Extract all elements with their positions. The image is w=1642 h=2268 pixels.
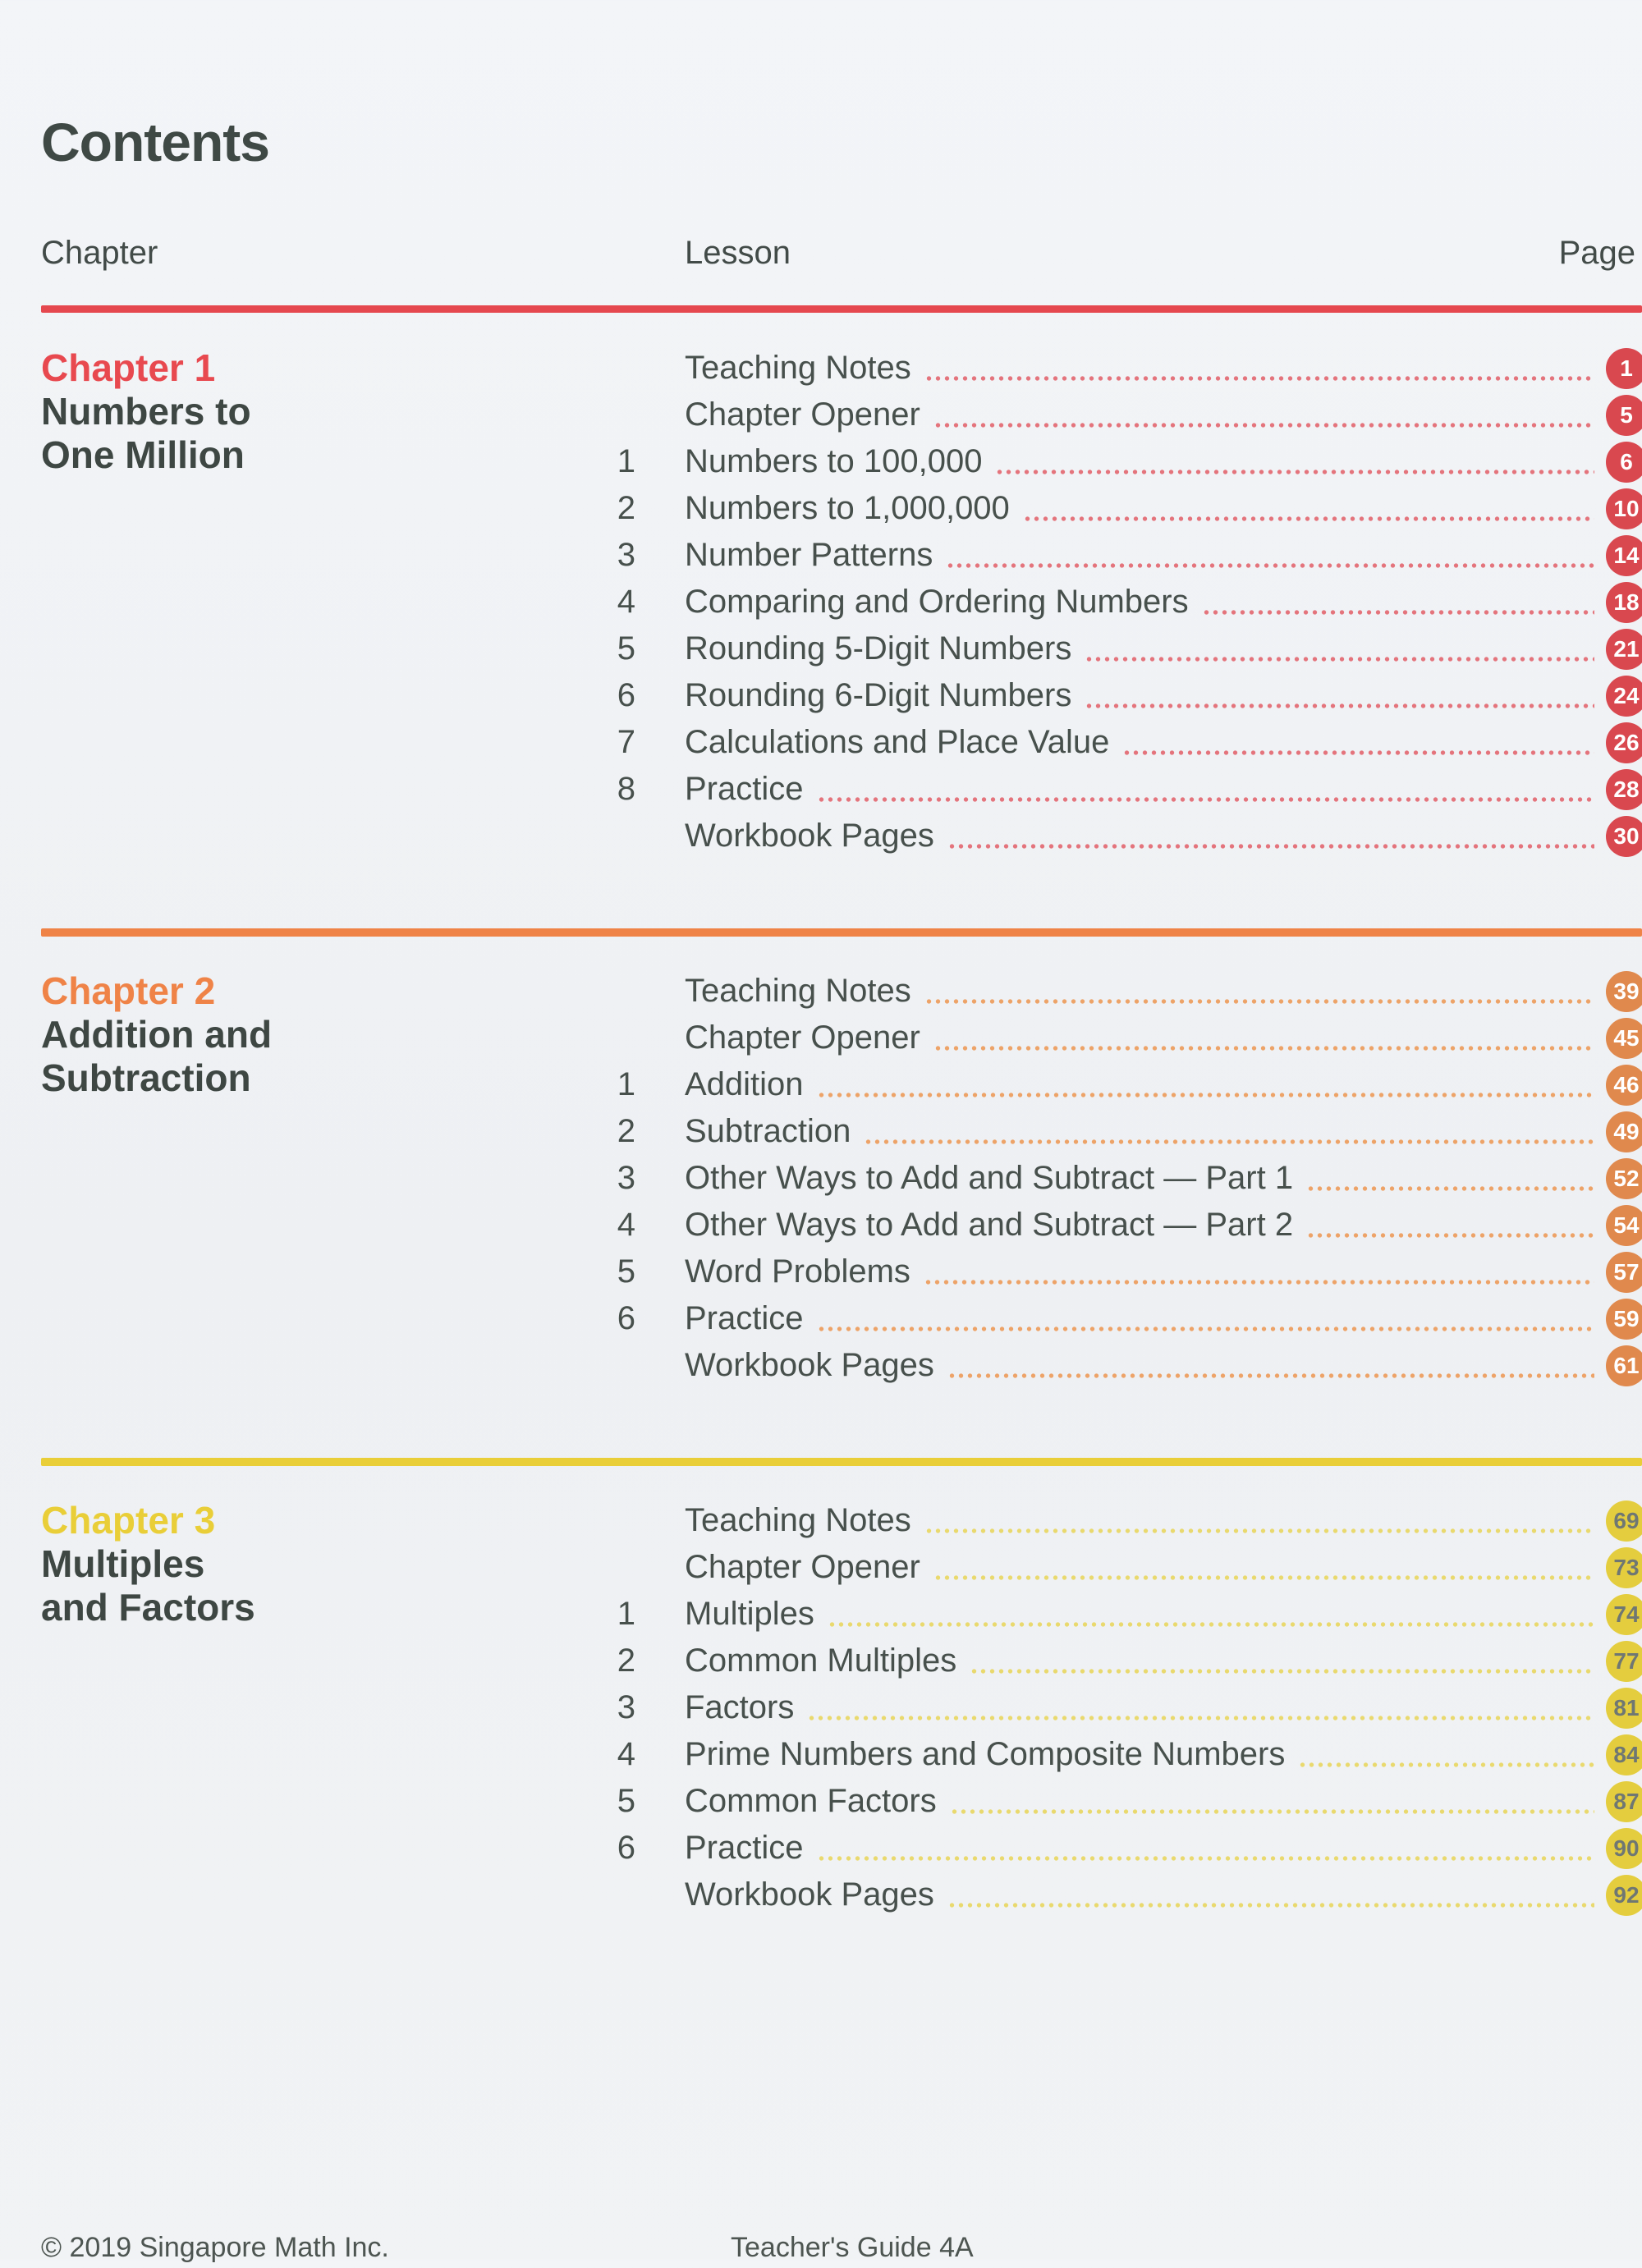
dotted-leader xyxy=(924,999,1594,1004)
lesson-row xyxy=(608,766,1642,813)
lesson-row xyxy=(608,625,1642,672)
dotted-leader xyxy=(817,1856,1595,1861)
dotted-leader xyxy=(817,1093,1594,1097)
dotted-leader xyxy=(828,1622,1594,1627)
page-number-badge: 26 xyxy=(1606,722,1642,763)
chapter-section-1 xyxy=(41,345,1642,859)
lesson-title: Prime Numbers and Composite Numbers xyxy=(685,1736,1286,1772)
dotted-leader xyxy=(946,563,1594,568)
chapter-title-line: Subtraction xyxy=(41,1056,251,1099)
chapter-divider-rule xyxy=(41,928,1642,937)
lesson-row xyxy=(608,1342,1642,1389)
page-number-badge: 74 xyxy=(1606,1594,1642,1635)
lesson-title: Chapter Opener xyxy=(685,1549,920,1585)
dotted-leader xyxy=(1298,1762,1594,1767)
lesson-number: 1 xyxy=(617,1596,635,1632)
lesson-title: Multiples xyxy=(685,1596,814,1632)
lesson-number: 5 xyxy=(617,630,635,667)
dotted-leader xyxy=(933,423,1594,428)
header-divider-rule xyxy=(41,305,1642,313)
lesson-row xyxy=(608,532,1642,579)
lesson-title: Chapter Opener xyxy=(685,396,920,433)
page-number-badge: 87 xyxy=(1606,1781,1642,1822)
dotted-leader xyxy=(817,797,1595,802)
page-number-badge: 46 xyxy=(1606,1065,1642,1106)
chapter-label: Chapter 1 xyxy=(41,346,216,389)
lesson-row xyxy=(608,719,1642,766)
chapter-title xyxy=(41,390,608,477)
page-number-badge: 1 xyxy=(1606,348,1642,389)
chapter-title xyxy=(41,1013,608,1100)
lesson-title: Factors xyxy=(685,1689,795,1725)
lesson-row xyxy=(608,1155,1642,1202)
lesson-row xyxy=(608,1778,1642,1825)
lesson-title: Rounding 6-Digit Numbers xyxy=(685,677,1072,713)
dotted-leader xyxy=(947,1903,1594,1908)
lesson-title: Other Ways to Add and Subtract — Part 2 xyxy=(685,1207,1294,1243)
page-number-badge: 28 xyxy=(1606,769,1642,810)
lesson-row xyxy=(608,1202,1642,1249)
dotted-leader xyxy=(970,1669,1594,1674)
chapter-section-body xyxy=(41,345,1642,859)
lesson-number: 6 xyxy=(617,677,635,713)
page-number-badge: 49 xyxy=(1606,1111,1642,1152)
column-header-chapter: Chapter xyxy=(41,235,158,271)
dotted-leader xyxy=(947,844,1594,849)
lesson-number: 1 xyxy=(617,1066,635,1102)
lesson-title: Common Multiples xyxy=(685,1643,957,1679)
page-number-badge: 21 xyxy=(1606,629,1642,670)
page-number-badge: 30 xyxy=(1606,816,1642,857)
dotted-leader xyxy=(864,1139,1594,1144)
lesson-row xyxy=(608,1731,1642,1778)
chapter-section-body xyxy=(41,968,1642,1389)
lesson-number: 6 xyxy=(617,1830,635,1866)
lesson-row xyxy=(608,579,1642,625)
lesson-row xyxy=(608,1108,1642,1155)
lesson-list xyxy=(608,968,1642,1389)
page-number-badge: 24 xyxy=(1606,676,1642,717)
lesson-title: Teaching Notes xyxy=(685,973,911,1009)
lesson-number: 8 xyxy=(617,771,635,807)
dotted-leader xyxy=(817,1326,1595,1331)
chapter-section-2 xyxy=(41,928,1642,1389)
lesson-title: Common Factors xyxy=(685,1783,937,1819)
page-number-badge: 90 xyxy=(1606,1828,1642,1869)
chapter-section-body xyxy=(41,1497,1642,1918)
lesson-row xyxy=(608,1825,1642,1872)
chapter-title-line: Addition and xyxy=(41,1013,273,1056)
page-footer xyxy=(41,2232,1642,2268)
lesson-row xyxy=(608,1015,1642,1061)
chapter-divider-rule xyxy=(41,1458,1642,1466)
lesson-row xyxy=(608,1638,1642,1684)
lesson-title: Chapter Opener xyxy=(685,1019,920,1056)
dotted-leader xyxy=(924,1280,1594,1285)
lesson-title: Other Ways to Add and Subtract — Part 1 xyxy=(685,1160,1294,1196)
lesson-title: Numbers to 1,000,000 xyxy=(685,490,1010,526)
dotted-leader xyxy=(807,1716,1594,1720)
lesson-title: Workbook Pages xyxy=(685,1876,934,1913)
lesson-row xyxy=(608,1295,1642,1342)
lesson-number: 3 xyxy=(617,1689,635,1725)
lesson-number: 3 xyxy=(617,1160,635,1196)
dotted-leader xyxy=(950,1809,1594,1814)
lesson-title: Workbook Pages xyxy=(685,818,934,854)
lesson-row xyxy=(608,345,1642,392)
lesson-row xyxy=(608,392,1642,438)
lesson-row xyxy=(608,813,1642,859)
footer-copyright: © 2019 Singapore Math Inc. xyxy=(41,2232,389,2263)
lesson-title: Comparing and Ordering Numbers xyxy=(685,584,1189,620)
page-number-badge: 61 xyxy=(1606,1345,1642,1386)
column-header-page: Page xyxy=(1558,235,1635,271)
dotted-leader xyxy=(1306,1233,1594,1238)
page-number-badge: 77 xyxy=(1606,1641,1642,1682)
lesson-title: Workbook Pages xyxy=(685,1347,934,1383)
lesson-number: 2 xyxy=(617,490,635,526)
lesson-number: 4 xyxy=(617,584,635,620)
lesson-title: Addition xyxy=(685,1066,804,1102)
page-number-badge: 5 xyxy=(1606,395,1642,436)
lesson-title: Practice xyxy=(685,1830,804,1866)
page-number-badge: 45 xyxy=(1606,1018,1642,1059)
lesson-title: Number Patterns xyxy=(685,537,933,573)
lesson-number: 7 xyxy=(617,724,635,760)
lesson-title: Numbers to 100,000 xyxy=(685,443,983,479)
lesson-row xyxy=(608,438,1642,485)
dotted-leader xyxy=(933,1575,1594,1580)
lesson-title: Subtraction xyxy=(685,1113,851,1149)
dotted-leader xyxy=(1306,1186,1594,1191)
chapter-heading xyxy=(41,1497,608,1918)
column-header-lesson: Lesson xyxy=(685,235,791,271)
lesson-title: Practice xyxy=(685,771,804,807)
lesson-title: Teaching Notes xyxy=(685,1502,911,1538)
page-number-badge: 18 xyxy=(1606,582,1642,623)
dotted-leader xyxy=(933,1046,1594,1051)
page-title: Contents xyxy=(41,112,269,172)
lesson-row xyxy=(608,1591,1642,1638)
chapter-heading xyxy=(41,968,608,1389)
lesson-number: 2 xyxy=(617,1113,635,1149)
lesson-number: 5 xyxy=(617,1783,635,1819)
lesson-number: 4 xyxy=(617,1207,635,1243)
lesson-row xyxy=(608,1544,1642,1591)
lesson-row xyxy=(608,1061,1642,1108)
toc-sections xyxy=(41,345,1642,1918)
columns-header xyxy=(41,234,1642,272)
footer-edition: Teacher's Guide 4A xyxy=(731,2232,974,2263)
chapter-title-line: and Factors xyxy=(41,1586,255,1629)
chapter-title-line: Multiples xyxy=(41,1542,205,1585)
dotted-leader xyxy=(1085,703,1594,708)
chapter-label: Chapter 3 xyxy=(41,1499,216,1542)
lesson-row xyxy=(608,1249,1642,1295)
lesson-title: Calculations and Place Value xyxy=(685,724,1110,760)
lesson-number: 1 xyxy=(617,443,635,479)
dotted-leader xyxy=(947,1373,1594,1378)
chapter-title-line: One Million xyxy=(41,433,245,476)
page-number-badge: 6 xyxy=(1606,442,1642,483)
lesson-row xyxy=(608,1872,1642,1918)
page-number-badge: 14 xyxy=(1606,535,1642,576)
dotted-leader xyxy=(1023,516,1594,521)
dotted-leader xyxy=(995,470,1594,474)
page-number-badge: 73 xyxy=(1606,1547,1642,1588)
lesson-number: 2 xyxy=(617,1643,635,1679)
dotted-leader xyxy=(1122,750,1594,755)
chapter-section-3 xyxy=(41,1458,1642,1918)
chapter-heading xyxy=(41,345,608,859)
lesson-row xyxy=(608,485,1642,532)
page-number-badge: 54 xyxy=(1606,1205,1642,1246)
lesson-row xyxy=(608,968,1642,1015)
page-number-badge: 84 xyxy=(1606,1734,1642,1775)
lesson-row xyxy=(608,1684,1642,1731)
page-number-badge: 39 xyxy=(1606,971,1642,1012)
lesson-row xyxy=(608,1497,1642,1544)
lesson-number: 3 xyxy=(617,537,635,573)
lesson-title: Word Problems xyxy=(685,1253,910,1290)
lesson-title: Teaching Notes xyxy=(685,350,911,386)
dotted-leader xyxy=(924,1528,1594,1533)
chapter-label: Chapter 2 xyxy=(41,969,216,1012)
lesson-list xyxy=(608,1497,1642,1918)
page-number-badge: 59 xyxy=(1606,1299,1642,1340)
page-number-badge: 81 xyxy=(1606,1688,1642,1729)
chapter-title-line: Numbers to xyxy=(41,390,251,433)
dotted-leader xyxy=(924,376,1594,381)
lesson-title: Practice xyxy=(685,1300,804,1336)
page-number-badge: 52 xyxy=(1606,1158,1642,1199)
dotted-leader xyxy=(1085,657,1594,662)
lesson-list xyxy=(608,345,1642,859)
lesson-number: 4 xyxy=(617,1736,635,1772)
lesson-number: 5 xyxy=(617,1253,635,1290)
lesson-title: Rounding 5-Digit Numbers xyxy=(685,630,1072,667)
page-number-badge: 69 xyxy=(1606,1501,1642,1542)
page-number-badge: 10 xyxy=(1606,488,1642,529)
page-number-badge: 57 xyxy=(1606,1252,1642,1293)
chapter-title xyxy=(41,1542,608,1629)
lesson-row xyxy=(608,672,1642,719)
lesson-number: 6 xyxy=(617,1300,635,1336)
dotted-leader xyxy=(1202,610,1594,615)
page-number-badge: 92 xyxy=(1606,1875,1642,1916)
